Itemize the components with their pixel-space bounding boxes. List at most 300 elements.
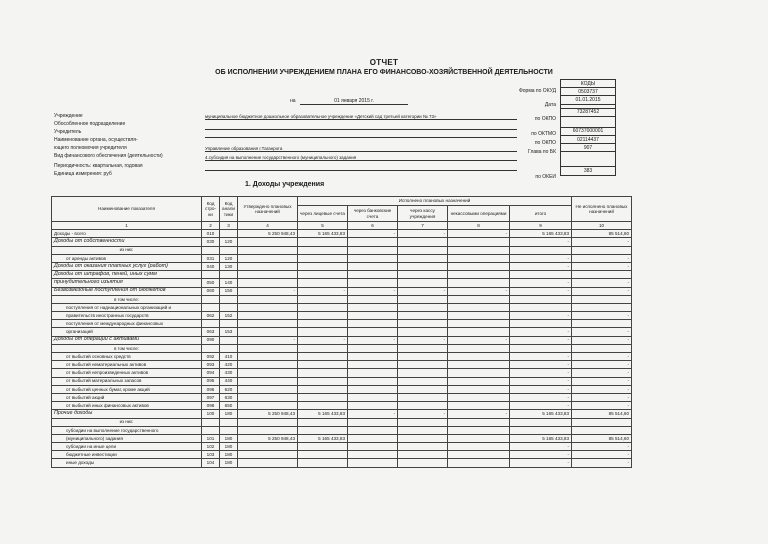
cell-unexec: - <box>572 262 632 270</box>
cell-code: 031 <box>202 254 220 262</box>
cell-an: 130 <box>220 262 238 270</box>
cell-cash <box>398 320 448 328</box>
cell-code: 062 <box>202 312 220 320</box>
cell-unexec <box>572 344 632 352</box>
cell-cash <box>398 344 448 352</box>
col-num: 7 <box>398 222 448 230</box>
cell-an: 180 <box>220 434 238 442</box>
h-noncash: некассовыми операциями <box>448 206 510 222</box>
row-indicator: от аренды активов <box>52 254 202 262</box>
cell-unexec: - <box>572 254 632 262</box>
cell-noncash <box>448 246 510 254</box>
cell-code: 063 <box>202 328 220 336</box>
cell-code <box>202 271 220 279</box>
cell-approved <box>238 238 298 246</box>
cell-unexec: - <box>572 369 632 377</box>
row-indicator: Доходы от оказания платных услуг (работ) <box>52 262 202 270</box>
cell-cash: - <box>398 410 448 418</box>
row-indicator: Безвозмездные поступления от бюджетов <box>52 287 202 295</box>
cell-code <box>202 426 220 434</box>
finance-type-value: 4.субсидия на выполнение государственного (муниципального) задания <box>205 155 517 161</box>
table-row <box>52 410 632 418</box>
h-analytic-code: Код анали тики <box>220 197 238 222</box>
date-label: Дата <box>544 102 556 108</box>
cell-personal <box>298 254 348 262</box>
col-num: 8 <box>448 222 510 230</box>
cell-unexec: - <box>572 328 632 336</box>
table-row <box>52 312 632 320</box>
cell-cash: - <box>398 230 448 238</box>
cell-bank <box>348 246 398 254</box>
table-row <box>52 238 632 246</box>
cell-cash <box>398 385 448 393</box>
cell-total: - <box>510 361 572 369</box>
cell-approved: 5 250 948,43 <box>238 410 298 418</box>
cell-total: - <box>510 287 572 295</box>
report-date: 01 января 2015 г. <box>300 98 408 105</box>
cell-code: 060 <box>202 287 220 295</box>
cell-unexec: - <box>572 459 632 467</box>
cell-approved <box>238 418 298 426</box>
cell-approved <box>238 279 298 287</box>
cell-approved <box>238 254 298 262</box>
cell-an <box>220 426 238 434</box>
cell-total: - <box>510 312 572 320</box>
okpo2-code: 02114437 <box>561 135 616 143</box>
cell-noncash <box>448 262 510 270</box>
cell-bank <box>348 295 398 303</box>
cell-bank <box>348 271 398 279</box>
cell-an <box>220 320 238 328</box>
cell-an: 140 <box>220 279 238 287</box>
cell-approved <box>238 451 298 459</box>
cell-total: - <box>510 328 572 336</box>
cell-personal <box>298 418 348 426</box>
table-row <box>52 254 632 262</box>
table-row <box>52 402 632 410</box>
income-table <box>51 196 632 468</box>
cell-approved <box>238 393 298 401</box>
codes-header: КОДЫ <box>561 80 616 88</box>
row-indicator: от выбытий непроизведенных активов <box>52 369 202 377</box>
cell-an: 180 <box>220 451 238 459</box>
report-subtitle: ОБ ИСПОЛНЕНИИ УЧРЕЖДЕНИЕМ ПЛАНА ЕГО ФИНАНСОВО-ХОЗЯЙСТВЕННОЙ ДЕЯТЕЛЬНОСТИ <box>215 69 553 76</box>
cell-approved <box>238 312 298 320</box>
cell-total: - <box>510 353 572 361</box>
col-num: 2 <box>202 222 220 230</box>
cell-cash <box>398 361 448 369</box>
cell-unexec <box>572 271 632 279</box>
cell-bank <box>348 344 398 352</box>
cell-total <box>510 320 572 328</box>
h-approved: Утверждено плановых назначений <box>238 197 298 222</box>
cell-personal <box>298 393 348 401</box>
row-indicator: из них: <box>52 418 202 426</box>
codes-table <box>560 79 616 176</box>
cell-noncash: - <box>448 287 510 295</box>
cell-noncash <box>448 402 510 410</box>
cell-bank <box>348 303 398 311</box>
table-row <box>52 393 632 401</box>
table-row <box>52 230 632 238</box>
cell-unexec: - <box>572 451 632 459</box>
col-num: 9 <box>510 222 572 230</box>
row-indicator: правительств иностранных государств <box>52 312 202 320</box>
cell-cash <box>398 402 448 410</box>
cell-total: - <box>510 336 572 344</box>
row-indicator: принудительного изъятия <box>52 279 202 287</box>
cell-code: 098 <box>202 402 220 410</box>
col-num: 3 <box>220 222 238 230</box>
cell-code: 104 <box>202 459 220 467</box>
okpo-code: 73287452 <box>561 108 616 116</box>
cell-unexec: - <box>572 402 632 410</box>
label-finance-type: Вид финансового обеспечения (деятельности) <box>54 153 163 159</box>
cell-unexec: - <box>572 287 632 295</box>
cell-unexec: - <box>572 336 632 344</box>
cell-an: 150 <box>220 287 238 295</box>
cell-code: 101 <box>202 434 220 442</box>
subdivision-line <box>205 129 517 130</box>
table-row <box>52 369 632 377</box>
cell-noncash <box>448 303 510 311</box>
cell-approved <box>238 426 298 434</box>
row-indicator: от выбытий иных финансовых активов <box>52 402 202 410</box>
cell-unexec <box>572 303 632 311</box>
cell-code: 097 <box>202 393 220 401</box>
cell-unexec <box>572 246 632 254</box>
row-indicator: (муниципального) задания <box>52 434 202 442</box>
h-unexecuted: Не исполнено плановых назначений <box>572 197 632 222</box>
cell-code <box>202 246 220 254</box>
cell-total: - <box>510 385 572 393</box>
cell-total <box>510 303 572 311</box>
cell-total: - <box>510 377 572 385</box>
codes-spacer <box>561 152 616 167</box>
cell-noncash <box>448 451 510 459</box>
cell-noncash <box>448 254 510 262</box>
cell-cash <box>398 238 448 246</box>
cell-personal <box>298 312 348 320</box>
cell-bank <box>348 369 398 377</box>
cell-bank <box>348 402 398 410</box>
cell-personal <box>298 426 348 434</box>
okud-code: 0503737 <box>561 88 616 96</box>
cell-personal <box>298 238 348 246</box>
cell-bank <box>348 434 398 442</box>
cell-approved <box>238 303 298 311</box>
cell-unexec: - <box>572 377 632 385</box>
cell-noncash: - <box>448 410 510 418</box>
table-row <box>52 459 632 467</box>
cell-personal <box>298 353 348 361</box>
table-row <box>52 295 632 303</box>
cell-approved <box>238 328 298 336</box>
cell-cash <box>398 443 448 451</box>
cell-cash <box>398 262 448 270</box>
cell-bank <box>348 361 398 369</box>
cell-code <box>202 295 220 303</box>
row-indicator: Доходы - всего <box>52 230 202 238</box>
cell-unexec: 85 514,60 <box>572 410 632 418</box>
cell-an <box>220 230 238 238</box>
cell-personal <box>298 320 348 328</box>
cell-total: - <box>510 451 572 459</box>
okpo2-label: по ОКПО <box>534 140 556 146</box>
cell-unexec: 85 514,60 <box>572 434 632 442</box>
cell-approved: - <box>238 287 298 295</box>
cell-personal <box>298 377 348 385</box>
cell-total: 5 165 433,83 <box>510 410 572 418</box>
cell-approved <box>238 320 298 328</box>
cell-approved <box>238 443 298 451</box>
row-indicator: Прочие доходы <box>52 410 202 418</box>
cell-an: 420 <box>220 361 238 369</box>
col-num: 10 <box>572 222 632 230</box>
col-num: 1 <box>52 222 202 230</box>
cell-noncash <box>448 238 510 246</box>
cell-personal: 5 165 433,83 <box>298 230 348 238</box>
h-executed: Исполнено плановых назначений <box>298 197 572 206</box>
cell-personal <box>298 328 348 336</box>
cell-bank <box>348 353 398 361</box>
cell-code: 095 <box>202 377 220 385</box>
cell-cash <box>398 393 448 401</box>
table-row <box>52 262 632 270</box>
row-indicator: субсидии на выполнение государственного <box>52 426 202 434</box>
h-line-code: Код стро-ки <box>202 197 220 222</box>
cell-approved <box>238 369 298 377</box>
row-indicator: от выбытий акций <box>52 393 202 401</box>
cell-unexec: - <box>572 238 632 246</box>
cell-personal <box>298 459 348 467</box>
col-num: 6 <box>348 222 398 230</box>
cell-noncash <box>448 443 510 451</box>
h-bank: через банковские счета <box>348 206 398 222</box>
report-title: ОТЧЕТ <box>369 58 399 67</box>
table-row <box>52 361 632 369</box>
cell-an: 180 <box>220 410 238 418</box>
cell-total: - <box>510 443 572 451</box>
label-institution: Учреждение <box>54 113 83 119</box>
cell-an: 180 <box>220 443 238 451</box>
row-indicator: от выбытий материальных запасов <box>52 377 202 385</box>
cell-code <box>202 303 220 311</box>
cell-noncash <box>448 418 510 426</box>
cell-bank: - <box>348 336 398 344</box>
cell-cash <box>398 328 448 336</box>
cell-approved <box>238 344 298 352</box>
cell-an <box>220 418 238 426</box>
cell-total <box>510 271 572 279</box>
cell-personal <box>298 385 348 393</box>
cell-personal <box>298 271 348 279</box>
cell-cash <box>398 377 448 385</box>
cell-total: - <box>510 262 572 270</box>
row-indicator: из них: <box>52 246 202 254</box>
cell-total <box>510 295 572 303</box>
cell-total: - <box>510 369 572 377</box>
row-indicator: организаций <box>52 328 202 336</box>
cell-approved: - <box>238 336 298 344</box>
label-body-1: Наименование органа, осуществля- <box>54 137 138 143</box>
table-row <box>52 434 632 442</box>
cell-personal <box>298 262 348 270</box>
cell-code: 103 <box>202 451 220 459</box>
cell-personal <box>298 246 348 254</box>
okei-code: 383 <box>561 167 616 175</box>
cell-cash <box>398 295 448 303</box>
label-founder: Учредитель <box>54 129 82 135</box>
row-indicator: иные доходы <box>52 459 202 467</box>
col-num: 5 <box>298 222 348 230</box>
table-row <box>52 418 632 426</box>
cell-code: 092 <box>202 353 220 361</box>
cell-cash <box>398 426 448 434</box>
cell-code: 094 <box>202 369 220 377</box>
cell-approved <box>238 377 298 385</box>
institution-value: муниципальное бюджетное дошкольное образовательное учреждение «Детский сад третьей категории № 73» <box>205 114 517 120</box>
oktmo-label: по ОКТМО <box>531 131 556 137</box>
cell-noncash <box>448 377 510 385</box>
cell-an: 650 <box>220 402 238 410</box>
cell-an <box>220 295 238 303</box>
cell-personal <box>298 451 348 459</box>
cell-personal <box>298 361 348 369</box>
cell-approved: 5 250 948,43 <box>238 434 298 442</box>
cell-total: - <box>510 279 572 287</box>
okei-label: по ОКЕИ <box>535 174 556 180</box>
cell-an: 153 <box>220 328 238 336</box>
cell-code: 102 <box>202 443 220 451</box>
cell-code: 050 <box>202 279 220 287</box>
table-row <box>52 344 632 352</box>
cell-cash <box>398 246 448 254</box>
col-num: 4 <box>238 222 298 230</box>
cell-unexec: - <box>572 443 632 451</box>
row-indicator: в том числе: <box>52 295 202 303</box>
founder-line <box>205 137 517 138</box>
table-row <box>52 336 632 344</box>
cell-unexec: - <box>572 393 632 401</box>
cell-total: - <box>510 459 572 467</box>
cell-bank <box>348 418 398 426</box>
cell-personal <box>298 402 348 410</box>
cell-bank <box>348 385 398 393</box>
row-indicator: поступления от международных финансовых <box>52 320 202 328</box>
cell-code: 040 <box>202 262 220 270</box>
cell-unexec: - <box>572 361 632 369</box>
label-periodicity: Периодичность: квартальная, годовая <box>54 163 143 169</box>
bk-label: Глава по БК <box>528 149 556 155</box>
cell-personal: - <box>298 287 348 295</box>
cell-personal: - <box>298 336 348 344</box>
cell-unexec <box>572 426 632 434</box>
h-cash: через кассу учреждения <box>398 206 448 222</box>
cell-noncash <box>448 295 510 303</box>
row-indicator: Доходы от штрафов, пеней, иных сумм <box>52 271 202 279</box>
cell-code: 010 <box>202 230 220 238</box>
cell-an: 440 <box>220 377 238 385</box>
founder-body-value: Управление образования г.Таганрога <box>205 146 517 152</box>
cell-noncash <box>448 459 510 467</box>
cell-cash <box>398 434 448 442</box>
cell-noncash <box>448 353 510 361</box>
cell-bank <box>348 393 398 401</box>
cell-unexec: - <box>572 279 632 287</box>
cell-total <box>510 426 572 434</box>
cell-cash <box>398 353 448 361</box>
cell-bank <box>348 320 398 328</box>
cell-total: 5 165 433,83 <box>510 434 572 442</box>
table-row <box>52 451 632 459</box>
cell-bank <box>348 328 398 336</box>
cell-bank: - <box>348 287 398 295</box>
cell-bank: - <box>348 230 398 238</box>
bk-code: 907 <box>561 144 616 152</box>
cell-bank <box>348 312 398 320</box>
cell-approved <box>238 385 298 393</box>
cell-code <box>202 344 220 352</box>
cell-code <box>202 320 220 328</box>
cell-personal <box>298 369 348 377</box>
cell-code: 030 <box>202 238 220 246</box>
row-indicator: поступления от наднациональных организаций и <box>52 303 202 311</box>
oktmo-code: 60737000001 <box>561 127 616 135</box>
cell-bank <box>348 254 398 262</box>
cell-bank <box>348 377 398 385</box>
h-total: итого <box>510 206 572 222</box>
cell-noncash <box>448 312 510 320</box>
table-row <box>52 246 632 254</box>
cell-approved <box>238 295 298 303</box>
cell-an: 152 <box>220 312 238 320</box>
cell-an: 410 <box>220 353 238 361</box>
cell-bank: - <box>348 410 398 418</box>
periodicity-line <box>205 170 517 171</box>
cell-bank <box>348 426 398 434</box>
cell-bank <box>348 459 398 467</box>
cell-noncash: - <box>448 336 510 344</box>
cell-bank <box>348 262 398 270</box>
cell-bank <box>348 443 398 451</box>
cell-code: 093 <box>202 361 220 369</box>
cell-cash <box>398 451 448 459</box>
label-body-2: ющего полномочия учредителя <box>54 145 127 151</box>
cell-cash <box>398 459 448 467</box>
cell-cash <box>398 312 448 320</box>
cell-cash <box>398 369 448 377</box>
cell-noncash <box>448 344 510 352</box>
cell-code: 090 <box>202 336 220 344</box>
okpo-label: по ОКПО <box>534 116 556 122</box>
cell-an: 620 <box>220 385 238 393</box>
cell-personal <box>298 279 348 287</box>
cell-an <box>220 246 238 254</box>
table-row <box>52 443 632 451</box>
cell-approved <box>238 353 298 361</box>
cell-noncash <box>448 385 510 393</box>
table-row <box>52 271 632 279</box>
label-unit: Единица измерения: руб <box>54 171 112 177</box>
row-indicator: бюджетные инвестиции <box>52 451 202 459</box>
table-row <box>52 320 632 328</box>
cell-unexec <box>572 320 632 328</box>
table-row <box>52 279 632 287</box>
table-row <box>52 303 632 311</box>
row-indicator: Доходы от операций с активами <box>52 336 202 344</box>
cell-approved: 5 250 948,43 <box>238 230 298 238</box>
